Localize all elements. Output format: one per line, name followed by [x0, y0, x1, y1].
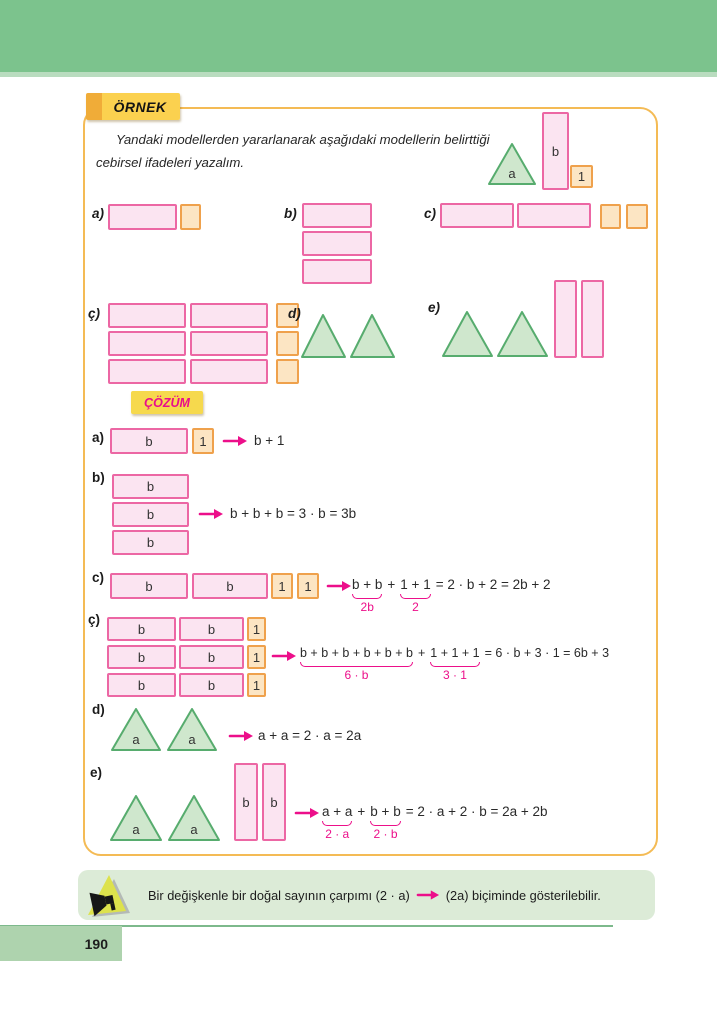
ornek-label: ÖRNEK	[113, 98, 167, 115]
solution-cc-expression: b + b + b + b + b + b 6 · b + 1 + 1 + 1 3 · 1 = 6 · b + 3 · 1 = 6b + 3	[300, 646, 610, 682]
cozum-label: ÇÖZÜM	[144, 395, 190, 410]
model-rect	[190, 359, 268, 384]
model-rect	[108, 331, 186, 356]
arrow-icon	[222, 435, 248, 447]
model-rect	[302, 231, 372, 256]
legend-triangle-a	[487, 142, 537, 186]
model-rect	[517, 203, 591, 228]
solution-b-label: b)	[92, 470, 105, 485]
underbrace	[300, 662, 413, 667]
underbrace	[322, 821, 352, 826]
model-rect-b: b	[107, 645, 176, 669]
model-square-1: 1	[247, 673, 266, 697]
solution-d-label: d)	[92, 702, 105, 717]
question-item-e-label: e)	[428, 300, 441, 315]
question-item-b-label: b)	[284, 206, 297, 221]
question-item-d-label: d)	[288, 306, 301, 321]
model-rect-b: b	[112, 502, 189, 527]
model-square	[276, 331, 299, 356]
legend-square-1: 1	[570, 165, 593, 188]
svg-text:a: a	[508, 166, 516, 181]
note-text: Bir değişkenle bir doğal sayının çarpımı (2 · a) (2a) biçiminde gösterilebilir.	[148, 887, 601, 903]
solution-a-result: b + 1	[254, 433, 285, 448]
model-rect-b: b	[107, 617, 176, 641]
page-number-tab	[0, 926, 122, 961]
arrow-icon	[198, 508, 224, 520]
model-rect	[440, 203, 514, 228]
svg-text:a: a	[132, 732, 140, 747]
model-rect-b: b	[112, 474, 189, 499]
model-triangle	[349, 313, 396, 359]
model-bar	[581, 280, 604, 358]
solution-e-expression: a + a 2 · a + b + b 2 · b = 2 · a + 2 · b = 2a + 2b	[322, 804, 548, 841]
model-square-1: 1	[247, 645, 266, 669]
solution-b-result: b + b + b = 3 · b = 3b	[230, 506, 357, 521]
solution-c-expression: b + b 2b + 1 + 1 2 = 2 · b + 2 = 2b + 2	[352, 577, 551, 614]
model-triangle-a	[166, 707, 218, 752]
model-square	[626, 204, 648, 229]
model-rect-b: b	[179, 645, 244, 669]
underbrace	[400, 594, 430, 599]
model-rect	[108, 359, 186, 384]
model-square-1: 1	[297, 573, 319, 599]
model-square-1: 1	[192, 428, 214, 454]
model-triangle-a	[110, 707, 162, 752]
model-rect	[302, 259, 372, 284]
model-rect-b: b	[179, 617, 244, 641]
cozum-ribbon	[131, 391, 203, 414]
solution-cc-label: ç)	[88, 612, 101, 627]
model-rect	[302, 203, 372, 228]
model-rect-b: b	[179, 673, 244, 697]
model-triangle-a	[109, 794, 163, 842]
underbrace	[430, 662, 479, 667]
arrow-icon	[294, 807, 320, 819]
svg-text:a: a	[190, 822, 198, 837]
legend-rect-b: b	[542, 112, 569, 190]
model-rect-b: b	[107, 673, 176, 697]
model-rect-b: b	[110, 573, 188, 599]
question-item-a-label: a)	[92, 206, 105, 221]
underbrace	[352, 594, 382, 599]
model-triangle	[441, 310, 494, 358]
model-rect-b: b	[110, 428, 188, 454]
model-rect	[190, 331, 268, 356]
solution-a-label: a)	[92, 430, 105, 445]
model-rect-b: b	[192, 573, 268, 599]
model-rect-b: b	[112, 530, 189, 555]
arrow-icon	[416, 889, 440, 901]
model-triangle-a	[167, 794, 221, 842]
solution-e-label: e)	[90, 765, 103, 780]
model-square	[600, 204, 621, 229]
solution-c-label: c)	[92, 570, 105, 585]
page-header-bar	[0, 0, 717, 77]
question-item-cc-label: ç)	[88, 306, 101, 321]
instruction-text: Yandaki modellerden yararlanarak aşağıdaki modellerin belirttiği cebirsel ifadeleri yazalım.	[96, 132, 490, 171]
svg-text:a: a	[132, 822, 140, 837]
model-bar-b: b	[262, 763, 286, 841]
model-triangle	[496, 310, 549, 358]
solution-d-result: a + a = 2 · a = 2a	[258, 728, 362, 743]
ornek-ribbon	[86, 93, 180, 120]
model-rect	[108, 303, 186, 328]
model-triangle	[300, 313, 347, 359]
arrow-icon	[228, 730, 254, 742]
model-rect	[190, 303, 268, 328]
page-number: 190	[84, 935, 108, 952]
underbrace	[370, 821, 400, 826]
model-rect	[108, 204, 177, 230]
model-bar-b: b	[234, 763, 258, 841]
svg-text:a: a	[188, 732, 196, 747]
model-bar	[554, 280, 577, 358]
model-square-1: 1	[271, 573, 293, 599]
question-item-c-label: c)	[424, 206, 437, 221]
arrow-icon	[271, 650, 297, 662]
arrow-icon	[326, 580, 352, 592]
megaphone-icon	[84, 871, 132, 919]
model-square	[180, 204, 201, 230]
model-square-1: 1	[247, 617, 266, 641]
model-square	[276, 359, 299, 384]
